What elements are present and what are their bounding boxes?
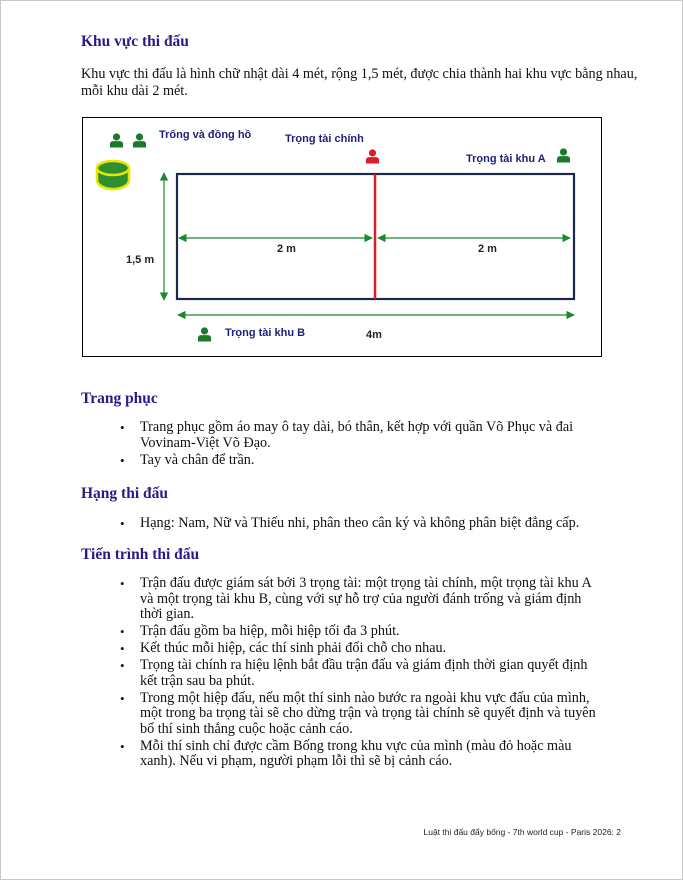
list-item: • Trận đấu gồm ba hiệp, mỗi hiệp tối đa 3 phút. [120,624,600,640]
list-item: • Trong một hiệp đấu, nếu một thí sinh nào bước ra ngoài khu vực đấu của mình, một trong ba trọng tài sẽ cho dừng trận và trọng tài chính sẽ quyết định và tuyên bố thí sinh thắng cuộc hoặc cảnh cáo. [120,691,600,738]
arena-diagram [82,117,602,357]
width-label: 1,5 m [126,254,155,266]
list-item: • Trận đấu được giám sát bởi 3 trọng tài: một trọng tài chính, một trọng tài khu A và một trọng tài khu B, cùng với sự hỗ trợ của người đánh trống và giám định thời gian. [120,576,600,623]
referee-b-label: Trọng tài khu B [225,327,306,339]
right-half-label: 2 m [478,243,497,255]
list-item: • Trọng tài chính ra hiệu lệnh bắt đầu trận đấu và giám định thời gian quyết định kết trận sau ba phút. [120,658,600,689]
arena-description: Khu vực thi đấu là hình chữ nhật dài 4 mét, rộng 1,5 mét, được chia thành hai khu vực bằng nhau, mỗi khu dài 2 mét. [81,66,638,99]
list-item: • Mỗi thí sinh chỉ được cầm Bống trong khu vực của mình (màu đỏ hoặc màu xanh). Nếu vi phạm, người phạm lỗi thì sẽ bị cảnh cáo. [120,739,600,770]
referee-b-person-icon [198,327,211,341]
list-item: • Tay và chân để trần. [120,453,600,469]
timekeeper-person-icon [133,133,146,147]
total-length-label: 4m [366,329,382,341]
head-referee-label: Trọng tài chính [285,133,364,145]
referee-a-person-icon [557,148,570,162]
list-item: • Trang phục gồm áo may ô tay dài, bó thân, kết hợp với quần Võ Phục và đai Vovinam-Việt Võ Đạo. [120,420,600,451]
attire-list [120,420,600,470]
list-item: • Hạng: Nam, Nữ và Thiếu nhi, phân theo cân ký và không phân biệt đẳng cấp. [120,516,600,532]
drum-clock-label: Trống và đồng hồ [159,129,252,141]
left-half-label: 2 m [277,243,296,255]
heading-procedure: Tiến trình thi đấu [81,546,200,563]
drum-icon [97,161,129,189]
heading-categories: Hạng thi đấu [81,485,169,502]
heading-attire: Trang phục [81,390,158,407]
categories-list [120,516,600,533]
head-referee-person-icon [366,149,379,163]
drummer-person-icon [110,133,123,147]
heading-arena: Khu vực thi đấu [81,33,189,50]
page-footer: Luật thi đấu đẩy bống - 7th world cup - Paris 2026: 2 [423,827,621,837]
procedure-list [120,576,600,771]
list-item: • Kết thúc mỗi hiệp, các thí sinh phải đổi chỗ cho nhau. [120,641,600,657]
referee-a-label: Trọng tài khu A [466,153,546,165]
